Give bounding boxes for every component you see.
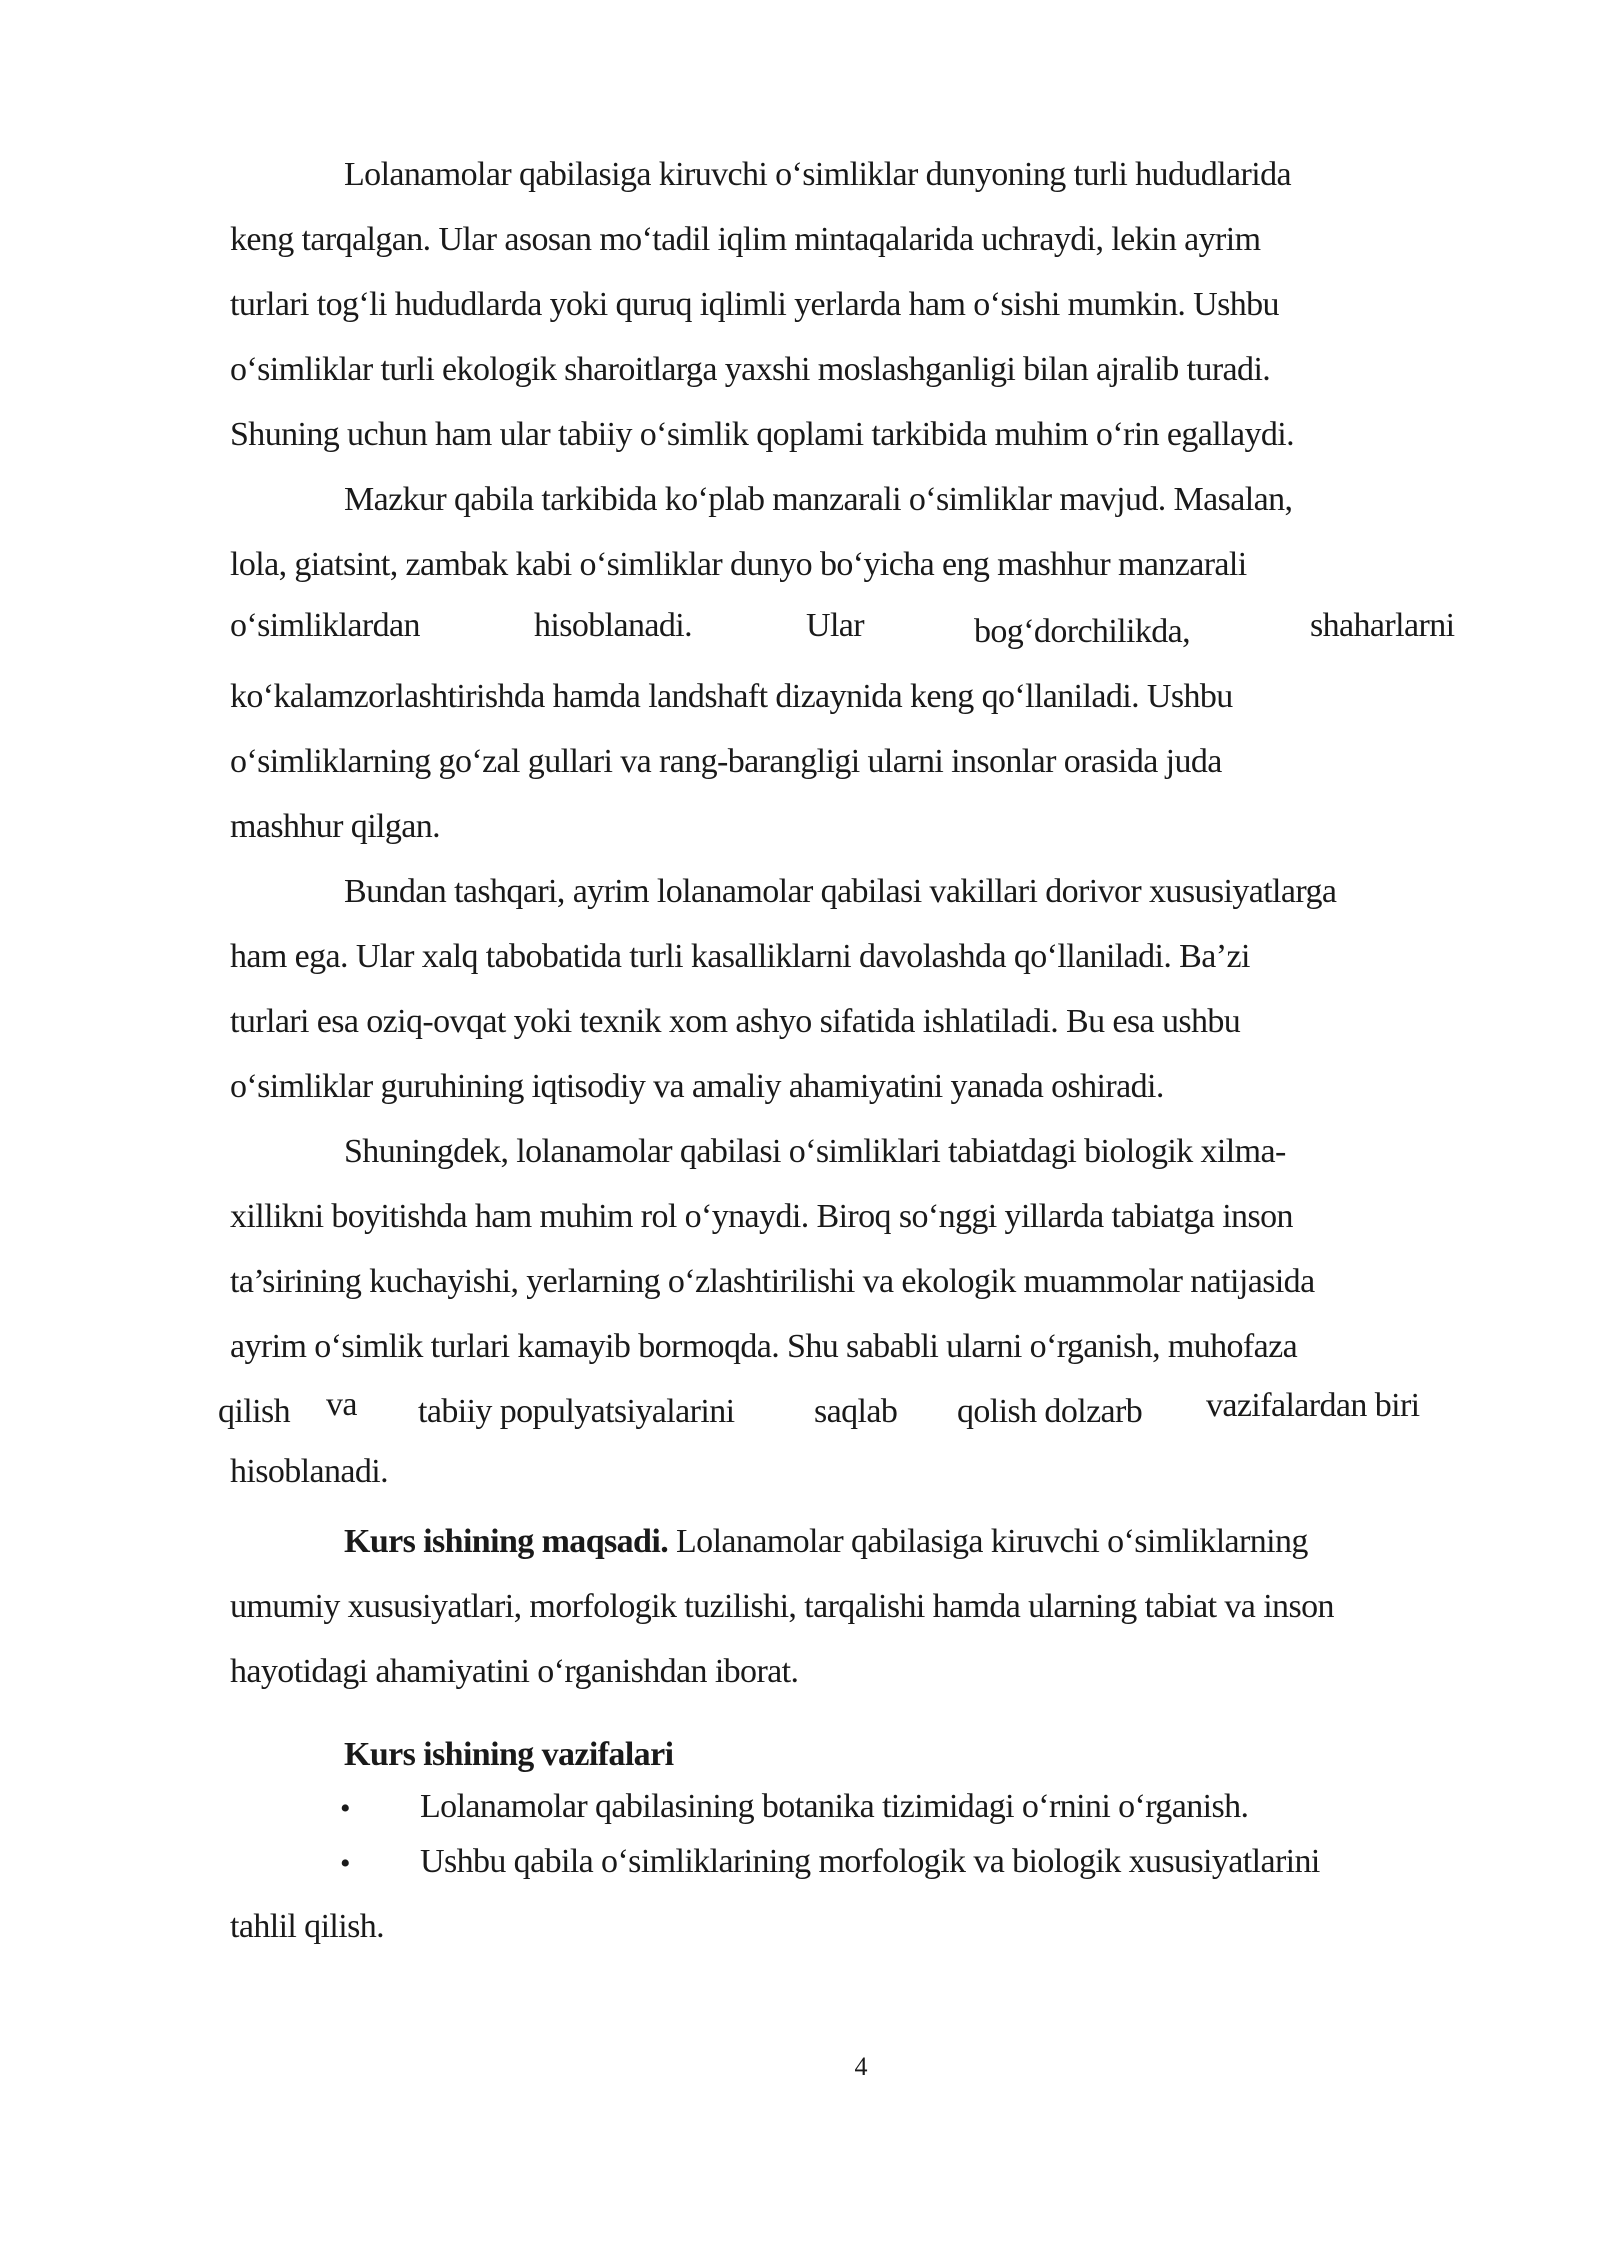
goal-line-1 <box>344 1522 1308 1562</box>
paragraph-1-line-4: o‘simliklar turli ekologik sharoitlarga yaxshi moslashganligi bilan ajralib turadi. <box>230 351 1271 388</box>
paragraph-4-line-1: Shuningdek, lolanamolar qabilasi o‘simliklari tabiatdagi biologik xilma- <box>344 1133 1286 1170</box>
paragraph-2-line-2: lola, giatsint, zambak kabi o‘simliklar dunyo bo‘yicha eng mashhur manzarali <box>230 546 1247 583</box>
paragraph-1-line-1: Lolanamolar qabilasiga kiruvchi o‘simliklar dunyoning turli hududlarida <box>344 156 1291 193</box>
paragraph-1-line-2: keng tarqalgan. Ular asosan mo‘tadil iqlim mintaqalarida uchraydi, lekin ayrim <box>230 221 1261 258</box>
bullet-icon: • <box>340 1792 351 1825</box>
justified-word: va <box>326 1386 357 1423</box>
justified-word: vazifalardan biri <box>1206 1387 1420 1424</box>
justified-word: o‘simliklardan <box>230 607 420 644</box>
justified-word: shaharlarni <box>1310 607 1455 644</box>
paragraph-3-line-3: turlari esa oziq-ovqat yoki texnik xom ashyo sifatida ishlatiladi. Bu esa ushbu <box>230 1003 1241 1040</box>
paragraph-2-line-4: ko‘kalamzorlashtirishda hamda landshaft dizaynida keng qo‘llaniladi. Ushbu <box>230 678 1233 715</box>
goal-line-1-text: Lolanamolar qabilasiga kiruvchi o‘simliklarning <box>668 1523 1308 1560</box>
justified-word: hisoblanadi. <box>534 607 693 644</box>
paragraph-3-line-4: o‘simliklar guruhining iqtisodiy va amaliy ahamiyatini yanada oshiradi. <box>230 1068 1164 1105</box>
justified-word: qolish dolzarb <box>957 1393 1143 1430</box>
justified-word: saqlab <box>814 1393 898 1430</box>
task-continuation: tahlil qilish. <box>230 1908 385 1945</box>
justified-word: qilish <box>218 1393 290 1430</box>
justified-word: bog‘dorchilikda, <box>974 613 1191 650</box>
bullet-icon: • <box>340 1847 351 1880</box>
goal-line-2: umumiy xususiyatlari, morfologik tuzilishi, tarqalishi hamda ularning tabiat va inson <box>230 1588 1334 1625</box>
task-item-text: Lolanamolar qabilasining botanika tizimidagi o‘rnini o‘rganish. <box>420 1788 1249 1825</box>
paragraph-2-line-1: Mazkur qabila tarkibida ko‘plab manzarali o‘simliklar mavjud. Masalan, <box>344 481 1293 518</box>
justified-word: Ular <box>806 607 865 644</box>
paragraph-4-line-3: ta’sirining kuchayishi, yerlarning o‘zlashtirilishi va ekologik muammolar natijasida <box>230 1263 1315 1300</box>
tasks-heading: Kurs ishining vazifalari <box>344 1736 674 1773</box>
justified-word: tabiiy populyatsiyalarini <box>418 1393 735 1430</box>
task-item-text: Ushbu qabila o‘simliklarining morfologik va biologik xususiyatlarini <box>420 1843 1320 1880</box>
paragraph-4-line-2: xillikni boyitishda ham muhim rol o‘ynaydi. Biroq so‘nggi yillarda tabiatga inson <box>230 1198 1293 1235</box>
paragraph-2-line-6: mashhur qilgan. <box>230 808 441 845</box>
goal-label: Kurs ishining maqsadi. <box>344 1523 669 1560</box>
paragraph-2-line-5: o‘simliklarning go‘zal gullari va rang-barangligi ularni insonlar orasida juda <box>230 743 1222 780</box>
paragraph-4-line-4: ayrim o‘simlik turlari kamayib bormoqda. Shu sababli ularni o‘rganish, muhofaza <box>230 1328 1298 1365</box>
paragraph-1-line-5: Shuning uchun ham ular tabiiy o‘simlik qoplami tarkibida muhim o‘rin egallaydi. <box>230 416 1295 453</box>
paragraph-4-line-6: hisoblanadi. <box>230 1453 389 1490</box>
paragraph-3-line-2: ham ega. Ular xalq tabobatida turli kasalliklarni davolashda qo‘llaniladi. Ba’zi <box>230 938 1250 975</box>
goal-line-3: hayotidagi ahamiyatini o‘rganishdan iborat. <box>230 1653 799 1690</box>
page-number: 4 <box>854 2052 868 2081</box>
paragraph-3-line-1: Bundan tashqari, ayrim lolanamolar qabilasi vakillari dorivor xususiyatlarga <box>344 873 1337 910</box>
paragraph-1-line-3: turlari tog‘li hududlarda yoki quruq iqlimli yerlarda ham o‘sishi mumkin. Ushbu <box>230 286 1279 323</box>
